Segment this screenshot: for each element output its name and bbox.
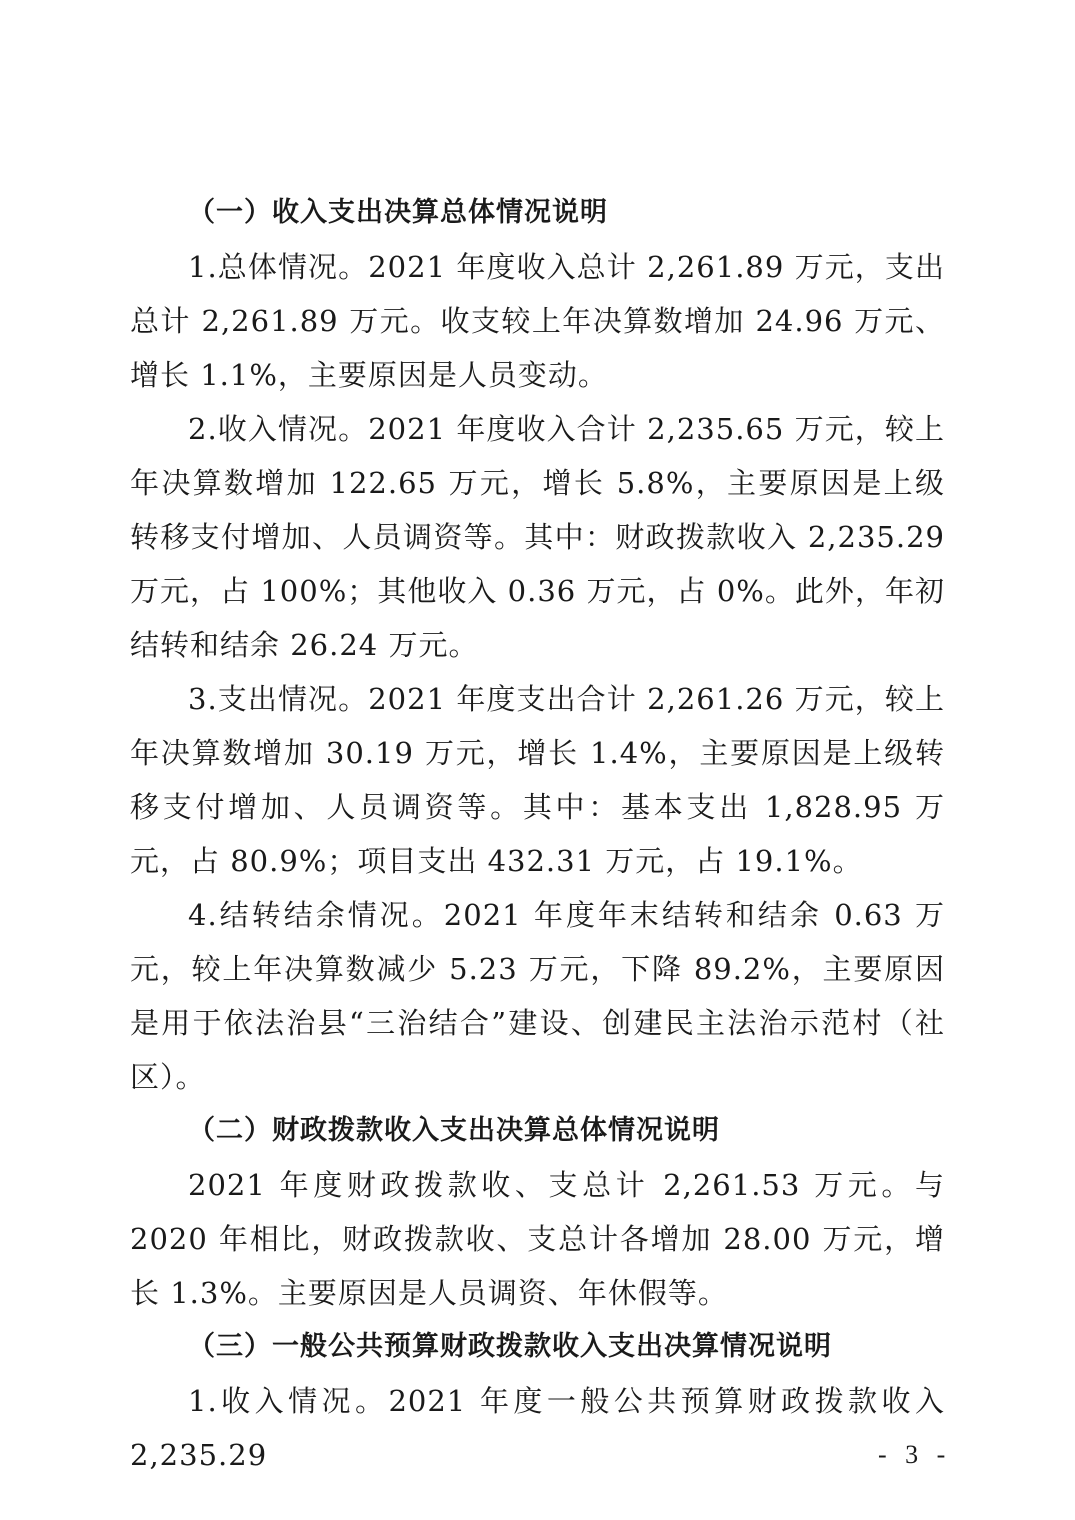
section-3-heading: （三）一般公共预算财政拨款收入支出决算情况说明 xyxy=(188,1331,832,1362)
section-2-heading: （二）财政拨款收入支出决算总体情况说明 xyxy=(188,1115,720,1146)
section-1-heading: （一）收入支出决算总体情况说明 xyxy=(188,197,608,228)
section-3-paragraph-income: 1.收入情况。2021 年度一般公共预算财政拨款收入 2,235.29 xyxy=(130,1384,945,1472)
section-1-paragraph-overall: 1.总体情况。2021 年度收入总计 2,261.89 万元，支出总计 2,261.89 万元。收支较上年决算数增加 24.96 万元、增长 1.1%，主要原因是人员变动。 xyxy=(130,250,945,392)
document-body xyxy=(130,186,945,1482)
section-1-paragraph-income: 2.收入情况。2021 年度收入合计 2,235.65 万元，较上年决算数增加 122.65 万元，增长 5.8%，主要原因是上级转移支付增加、人员调资等。其中：财政拨款收入 2,235.29 万元，占 100%；其他收入 0.36 万元，占 0%。此外，年初结转和结余 26.24 万元。 xyxy=(130,412,945,662)
section-1-paragraph-expenditure: 3.支出情况。2021 年度支出合计 2,261.26 万元，较上年决算数增加 30.19 万元，增长 1.4%，主要原因是上级转移支付增加、人员调资等。其中：基本支出 1,828.95 万元，占 80.9%；项目支出 432.31 万元，占 19.1%。 xyxy=(130,682,945,878)
section-2-paragraph: 2021 年度财政拨款收、支总计 2,261.53 万元。与 2020 年相比，财政拨款收、支总计各增加 28.00 万元，增长 1.3%。主要原因是人员调资、年休假等。 xyxy=(130,1168,945,1310)
section-1-paragraph-carryover: 4.结转结余情况。2021 年度年末结转和结余 0.63 万元，较上年决算数减少 5.23 万元，下降 89.2%，主要原因是用于依法治县“三治结合”建设、创建民主法治示范村（社区）。 xyxy=(130,898,945,1094)
page-number: - 3 - xyxy=(878,1440,952,1469)
